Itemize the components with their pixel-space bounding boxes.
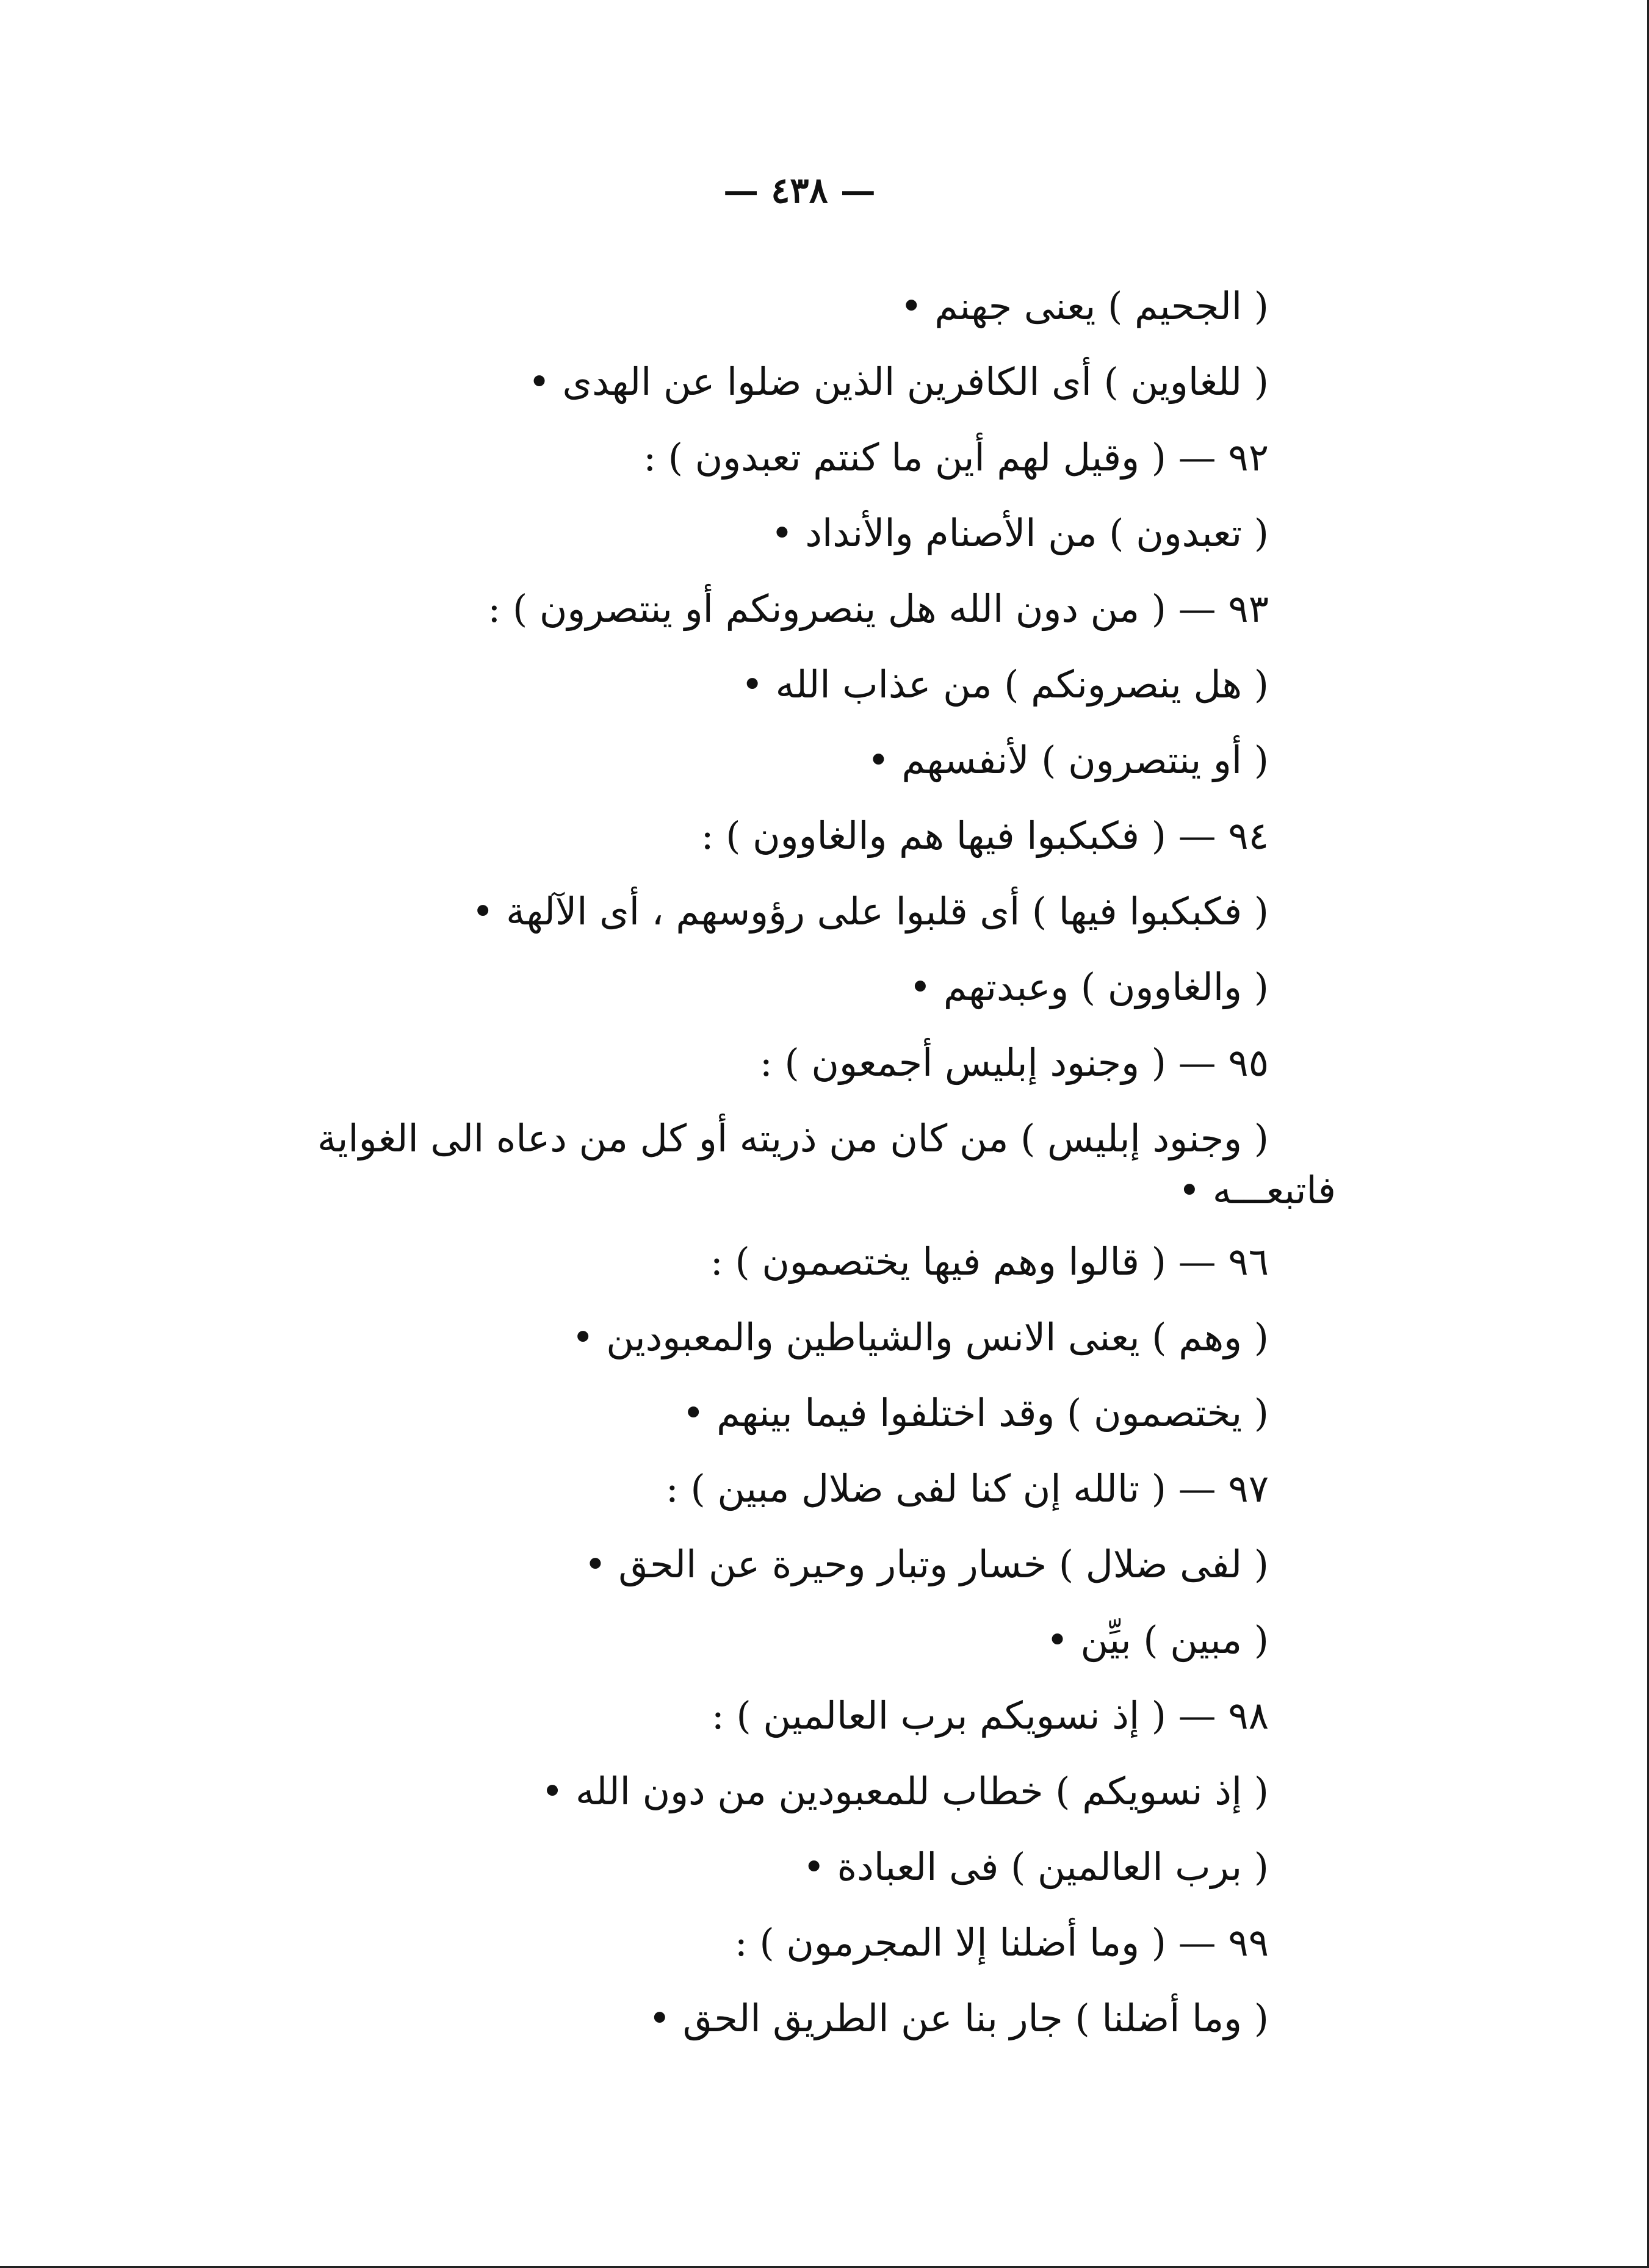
verse-heading: ٩٨ — ( إذ نسويكم برب العالمين ) : <box>711 1693 1269 1738</box>
text-line: ( لفى ضلال ) خسار وتبار وحيرة عن الحق • <box>584 1542 1269 1586</box>
text-line: ( وما أضلنا ) جار بنا عن الطريق الحق • <box>648 1996 1269 2040</box>
verse-heading: ٩٣ — ( من دون الله هل ينصرونكم أو ينتصرون ) : <box>488 586 1269 631</box>
verse-heading: ٩٧ — ( تالله إن كنا لفى ضلال مبين ) : <box>665 1466 1269 1511</box>
text-line: ( وجنود إبليس ) من كان من ذريته أو كل من دعاه الى الغواية <box>317 1116 1269 1161</box>
text-line: ( للغاوين ) أى الكافرين الذين ضلوا عن الهدى • <box>528 359 1269 404</box>
text-line: ( الجحيم ) يعنى جهنم • <box>900 284 1269 328</box>
text-line: ( فكبكبوا فيها ) أى قلبوا على رؤوسهم ، أى الآلهة • <box>471 889 1269 934</box>
text-line: ( أو ينتصرون ) لأنفسهم • <box>867 738 1269 782</box>
verse-heading: ٩٤ — ( فكبكبوا فيها هم والغاوون ) : <box>701 813 1269 858</box>
page-number: — ٤٣٨ — <box>723 170 876 211</box>
text-line: ( مبين ) بيِّن • <box>1046 1618 1269 1662</box>
text-line-continuation: فاتبعـــه • <box>1178 1168 1336 1212</box>
text-line: ( والغاوون ) وعبدتهم • <box>909 965 1269 1009</box>
verse-heading: ٩٢ — ( وقيل لهم أين ما كنتم تعبدون ) : <box>643 435 1269 480</box>
verse-heading: ٩٩ — ( وما أضلنا إلا المجرمون ) : <box>734 1920 1269 1965</box>
text-line: ( وهم ) يعنى الانس والشياطين والمعبودين • <box>571 1315 1269 1359</box>
verse-heading: ٩٦ — ( قالوا وهم فيها يختصمون ) : <box>710 1239 1269 1284</box>
commentary-text <box>195 268 1336 2056</box>
text-line: ( برب العالمين ) فى العبادة • <box>803 1845 1269 1889</box>
text-line: ( إذ نسويكم ) خطاب للمعبودين من دون الله • <box>541 1769 1269 1813</box>
text-line: ( يختصمون ) وقد اختلفوا فيما بينهم • <box>682 1391 1269 1435</box>
text-line: ( هل ينصرونكم ) من عذاب الله • <box>741 662 1269 707</box>
text-line: ( تعبدون ) من الأصنام والأنداد • <box>771 511 1269 555</box>
verse-heading: ٩٥ — ( وجنود إبليس أجمعون ) : <box>759 1040 1269 1085</box>
